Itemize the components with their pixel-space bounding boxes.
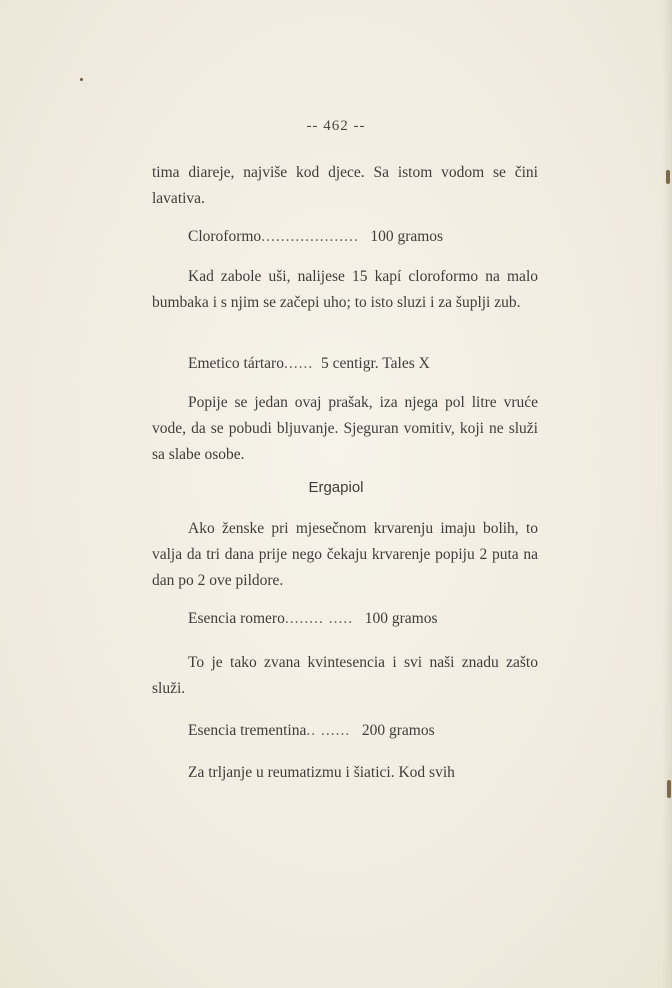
paper-speck <box>666 170 670 184</box>
entry-cloroformo <box>188 228 443 246</box>
page-number: -- 462 -- <box>306 118 366 134</box>
entry-name: Cloroformo <box>188 228 262 245</box>
entry-quantity: 100 gramos <box>364 610 438 627</box>
entry-quantity: 5 centigr. Tales X <box>320 355 430 372</box>
paragraph-ergapiol: Ako ženske pri mjesečnom krvarenju imaju bolih, to valja da tri dana prije nego čekaju krvarenje popiju 2 puta na dan po 2 ove pildore. <box>152 520 538 589</box>
leader-dots: ........ ..... <box>284 610 354 627</box>
paragraph-diarrhea: tima diareje, najviše kod djece. Sa istom vodom se čini lavativa. <box>152 164 538 207</box>
entry-esencia-romero <box>188 610 437 628</box>
entry-name: Esencia trementina <box>188 722 307 739</box>
section-heading: Ergapiol <box>308 479 364 496</box>
leader-dots: .................... <box>261 228 359 245</box>
leader-dots: .. ...... <box>306 722 351 739</box>
entry-name: Emetico tártaro <box>188 355 284 372</box>
entry-name: Esencia romero <box>188 610 285 627</box>
paragraph-earache: Kad zabole uši, nalijese 15 kapí cloroformo na malo bumbaka i s njim se začepi uho; to isto sluzi i za šuplji zub. <box>152 268 538 311</box>
entry-quantity: 100 gramos <box>370 228 444 245</box>
paper-speck <box>667 780 671 798</box>
paragraph-romero: To je tako zvana kvintesencia i svi naši znadu zašto služi. <box>152 654 538 697</box>
entry-esencia-trementina <box>188 722 435 740</box>
entry-quantity: 200 gramos <box>361 722 435 739</box>
entry-emetico <box>188 355 430 373</box>
paper-speck <box>80 78 83 81</box>
leader-dots: ...... <box>283 355 314 372</box>
paragraph-rheumatism: Za trljanje u reumatizmu i šiatici. Kod svih <box>188 764 455 781</box>
paragraph-vomiting: Popije se jedan ovaj prašak, iza njega pol litre vruće vode, da se pobudi bljuvanje. Sjeguran vomitiv, koji ne služi sa slabe osobe. <box>152 394 538 463</box>
